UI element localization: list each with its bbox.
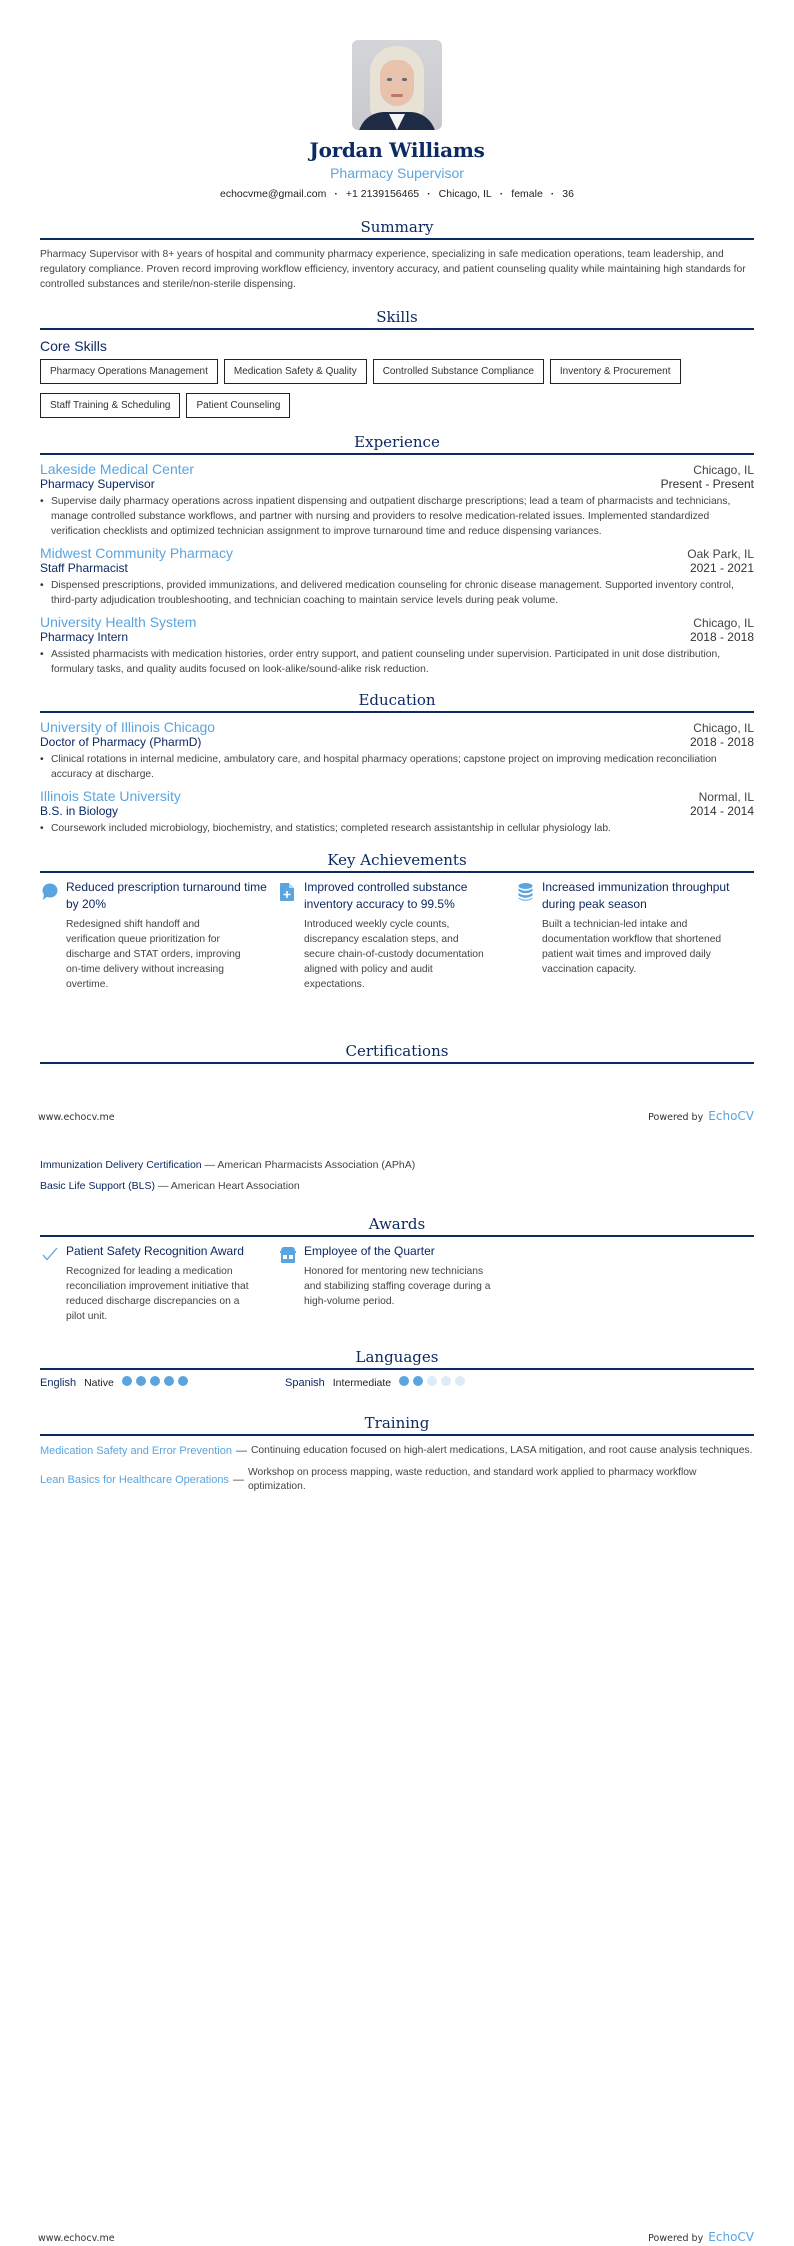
certification-item: Immunization Delivery Certification — American Pharmacists Association (APhA) [40, 1159, 416, 1171]
training-item: Medication Safety and Error Prevention — Continuing education focused on high-alert medications, LASA mitigation, and root cause analysis techniques. [40, 1445, 753, 1457]
job-description: • Assisted pharmacists with medication histories, order entry support, and patient counseling under supervision. Participated in unit dose distribution, formulary tasks, and quality audits focused on look-alike/sound-alike risk reduction. [40, 647, 754, 677]
speech-bubble-icon [40, 879, 66, 992]
employer-location: Oak Park, IL [687, 547, 754, 561]
dot-empty [455, 1376, 465, 1386]
education-entry [40, 719, 754, 782]
education-section [40, 691, 754, 836]
languages-section [40, 1348, 754, 1389]
achievement-description: Introduced weekly cycle counts, discrepancy escalation steps, and secure chain-of-custody documentation aligned with policy and audit expectations. [304, 919, 484, 990]
award-item [40, 1243, 278, 1324]
experience-section [40, 433, 754, 677]
award-description: Honored for mentoring new technicians and stabilizing staffing coverage during a high-volume period. [304, 1266, 491, 1307]
proficiency-dots [399, 1376, 469, 1389]
award-item [278, 1243, 516, 1324]
school-location: Normal, IL [698, 790, 754, 804]
section-heading-certifications: Certifications [40, 1042, 754, 1064]
section-heading-skills: Skills [40, 308, 754, 330]
skill-chip: Pharmacy Operations Management [40, 359, 218, 384]
skill-group-title: Core Skills [40, 338, 107, 354]
proficiency-dots [122, 1376, 192, 1389]
skill-chip: Patient Counseling [186, 393, 290, 418]
dot-filled [178, 1376, 188, 1386]
contact-age: 36 [562, 188, 574, 200]
employer-name: Lakeside Medical Center [40, 461, 195, 477]
education-dates: 2014 - 2014 [689, 804, 754, 818]
section-heading-languages: Languages [40, 1348, 754, 1370]
summary-section [40, 218, 754, 292]
achievement-title: Increased immunization throughput during peak season [542, 880, 730, 911]
language-name: English [40, 1376, 77, 1389]
candidate-title: Pharmacy Supervisor [330, 165, 464, 181]
degree: B.S. in Biology [40, 804, 119, 818]
dot-empty [441, 1376, 451, 1386]
skill-chips [40, 359, 754, 418]
candidate-name: Jordan Williams [309, 138, 485, 162]
education-description: • Clinical rotations in internal medicine, ambulatory care, and hospital pharmacy operations; capstone project on improving medication reconciliation accuracy at discharge. [40, 752, 754, 782]
brand-logo[interactable]: EchoCV [708, 1109, 754, 1123]
dot-filled [122, 1376, 132, 1386]
skill-chip: Controlled Substance Compliance [373, 359, 544, 384]
certification-item: Basic Life Support (BLS) — American Heart Association [40, 1180, 300, 1192]
achievement-title: Improved controlled substance inventory accuracy to 99.5% [304, 880, 468, 911]
dot-filled [164, 1376, 174, 1386]
skill-chip: Medication Safety & Quality [224, 359, 367, 384]
achievement-item [278, 879, 511, 992]
training-description: Workshop on process mapping, waste reduction, and standard work applied to pharmacy workflow optimization. [247, 1467, 697, 1492]
skill-chip: Inventory & Procurement [550, 359, 681, 384]
dot-filled [413, 1376, 423, 1386]
employer-location: Chicago, IL [693, 463, 754, 477]
training-name: Lean Basics for Healthcare Operations [40, 1474, 229, 1486]
award-description: Recognized for leading a medication reconciliation improvement initiative that reduced discharge discrepancies on a pilot unit. [66, 1266, 249, 1322]
employer-name: Midwest Community Pharmacy [40, 545, 233, 561]
checkmark-icon [40, 1243, 66, 1324]
footer-website-link[interactable]: www.echocv.me [38, 2233, 115, 2244]
job-dates: 2018 - 2018 [689, 630, 754, 644]
language-name: Spanish [285, 1376, 325, 1389]
skill-chip: Staff Training & Scheduling [40, 393, 180, 418]
certification-issuer: American Heart Association [170, 1180, 300, 1192]
achievement-item [516, 879, 749, 992]
awards-section [40, 1215, 754, 1324]
section-heading-training: Training [40, 1414, 754, 1436]
education-description: • Coursework included microbiology, biochemistry, and statistics; completed research assistantship in cellular physiology lab. [40, 821, 754, 836]
document-plus-icon [278, 879, 304, 992]
contact-phone[interactable]: +1 2139156465 [345, 188, 420, 200]
skills-section [40, 308, 754, 418]
storefront-icon [278, 1243, 304, 1324]
certification-name: Immunization Delivery Certification [40, 1159, 202, 1171]
experience-entry [40, 461, 754, 539]
training-name: Medication Safety and Error Prevention [40, 1445, 232, 1457]
job-description: • Dispensed prescriptions, provided immunizations, and delivered medication counseling for chronic disease management. Supported inventory control, third-party adjudication troubleshooting, and technician coaching to maintain service levels during peak volume. [40, 578, 754, 608]
training-description: Continuing education focused on high-alert medications, LASA mitigation, and root cause analysis techniques. [251, 1445, 753, 1456]
job-role: Staff Pharmacist [40, 561, 128, 575]
education-entry [40, 788, 754, 836]
section-heading-achievements: Key Achievements [40, 851, 754, 873]
powered-by: Powered by EchoCV [648, 1109, 754, 1123]
experience-entry [40, 545, 754, 608]
contact-gender: female [511, 188, 543, 200]
language-level: Native [84, 1376, 114, 1389]
page-footer [38, 2226, 754, 2245]
achievements-section [40, 851, 754, 992]
certifications-section [40, 1042, 754, 1064]
school-name: Illinois State University [40, 788, 181, 804]
contact-email[interactable]: echocvme@gmail.com [220, 188, 327, 200]
database-icon [516, 879, 542, 992]
job-role: Pharmacy Supervisor [40, 477, 155, 491]
job-dates: 2021 - 2021 [689, 561, 754, 575]
employer-name: University Health System [40, 614, 197, 630]
contact-line: echocvme@gmail.com · +1 2139156465 · Chicago, IL · female · 36 [220, 188, 574, 200]
awards-grid [40, 1243, 754, 1324]
dot-filled [136, 1376, 146, 1386]
languages-list [40, 1376, 754, 1389]
dot-filled [399, 1376, 409, 1386]
language-item [40, 1376, 285, 1389]
summary-text: Pharmacy Supervisor with 8+ years of hospital and community pharmacy experience, specializing in safe medication operations, team leadership, and regulatory compliance. Proven record improving workflow efficiency, inventory accuracy, and patient counseling quality while maintaining high standards for controlled substances and sterile/non-sterile dispensing. [40, 249, 746, 290]
education-dates: 2018 - 2018 [689, 735, 754, 749]
training-section [40, 1414, 754, 1494]
school-location: Chicago, IL [693, 721, 754, 735]
section-heading-experience: Experience [40, 433, 754, 455]
certification-name: Basic Life Support (BLS) [40, 1180, 155, 1192]
footer-website-link[interactable]: www.echocv.me [38, 1112, 115, 1123]
language-item [285, 1376, 530, 1389]
training-item: Lean Basics for Healthcare Operations — Workshop on process mapping, waste reduction, and standard work applied to pharmacy workflow optimization. [40, 1466, 754, 1494]
achievement-item [40, 879, 273, 992]
section-heading-education: Education [40, 691, 754, 713]
language-level: Intermediate [332, 1376, 392, 1389]
achievement-description: Redesigned shift handoff and verification queue prioritization for discharge and STAT orders, improving on-time delivery without increasing overtime. [66, 919, 241, 990]
school-name: University of Illinois Chicago [40, 719, 216, 735]
employer-location: Chicago, IL [693, 616, 754, 630]
profile-photo [352, 40, 442, 130]
job-description: • Supervise daily pharmacy operations across inpatient dispensing and outpatient discharge prescriptions; lead a team of pharmacists and technicians, manage controlled substance workflows, and partner with nursing and providers to resolve medication-related issues. Implemented standardized verification checklists and optimized technician assignment to improve turnaround time and reduce dispensing variances. [40, 494, 754, 539]
achievements-grid [40, 879, 754, 992]
section-heading-summary: Summary [40, 218, 754, 240]
degree: Doctor of Pharmacy (PharmD) [40, 735, 202, 749]
job-dates: Present - Present [660, 477, 754, 491]
dot-empty [427, 1376, 437, 1386]
resume-header [40, 0, 754, 200]
award-title: Employee of the Quarter [304, 1244, 435, 1258]
certifications-list [40, 1150, 754, 1192]
achievement-description: Built a technician-led intake and documentation workflow that shortened patient wait times and improved daily vaccination capacity. [542, 919, 722, 975]
job-role: Pharmacy Intern [40, 630, 129, 644]
powered-by: Powered by EchoCV [648, 2230, 754, 2244]
contact-location: Chicago, IL [438, 188, 492, 200]
brand-logo[interactable]: EchoCV [708, 2230, 754, 2244]
page-footer [38, 1105, 754, 1124]
dot-filled [150, 1376, 160, 1386]
section-heading-awards: Awards [40, 1215, 754, 1237]
award-title: Patient Safety Recognition Award [66, 1244, 244, 1258]
certification-issuer: American Pharmacists Association (APhA) [217, 1159, 416, 1171]
experience-entry [40, 614, 754, 677]
achievement-title: Reduced prescription turnaround time by 20% [66, 880, 267, 911]
